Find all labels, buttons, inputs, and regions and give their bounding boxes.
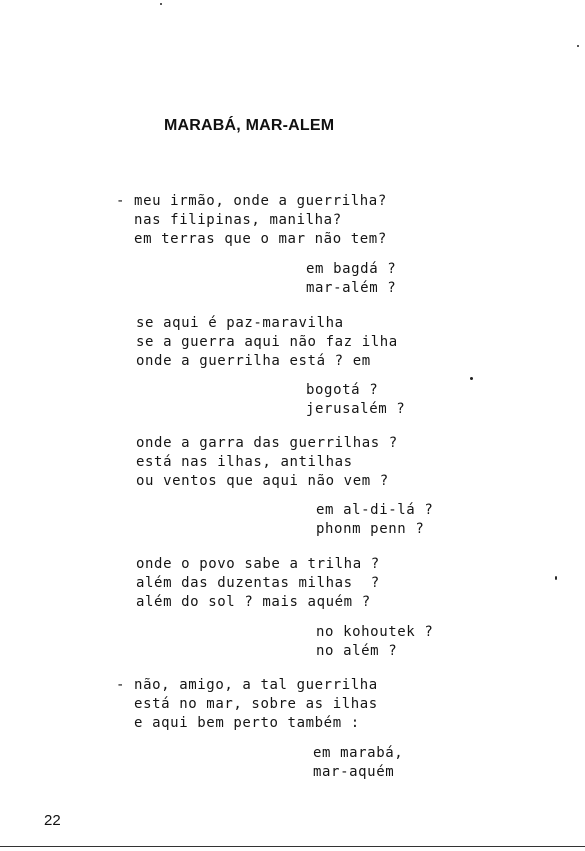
poem-line: no além ? [316, 643, 398, 659]
poem-line: mar-além ? [306, 280, 397, 296]
poem-title: MARABÁ, MAR-ALEM [164, 117, 335, 134]
stanza-6 [316, 501, 433, 539]
page-number: 22 [44, 812, 61, 829]
poem-line: phonm penn ? [316, 521, 425, 537]
stanza-3 [136, 314, 398, 371]
poem-line: bogotá ? [306, 382, 379, 398]
stanza-4 [306, 381, 405, 419]
poem-line: onde o povo sabe a trilha ? [136, 556, 380, 572]
scan-speck [160, 3, 162, 5]
poem-line: no kohoutek ? [316, 624, 434, 640]
poem-line: onde a guerrilha está ? em [136, 353, 371, 369]
poem-line: em terras que o mar não tem? [116, 231, 387, 247]
poem-line: - não, amigo, a tal guerrilha [116, 677, 378, 693]
poem-line: além das duzentas milhas ? [136, 575, 380, 591]
scan-edge-line [0, 846, 585, 847]
poem-line: nas filipinas, manilha? [116, 212, 342, 228]
stanza-10 [313, 744, 403, 782]
poem-line: ou ventos que aqui não vem ? [136, 473, 389, 489]
poem-line: onde a garra das guerrilhas ? [136, 435, 398, 451]
stanza-2 [306, 260, 396, 298]
scan-speck [470, 377, 473, 380]
poem-line: em marabá, [313, 745, 404, 761]
stanza-5 [136, 434, 398, 491]
stanza-7 [136, 555, 380, 612]
poem-line: se aqui é paz-maravilha [136, 315, 344, 331]
poem-line: e aqui bem perto também : [116, 715, 360, 731]
poem-line: jerusalém ? [306, 401, 406, 417]
poem-line: mar-aquém [313, 764, 395, 780]
poem-line: se a guerra aqui não faz ilha [136, 334, 398, 350]
poem-line: está nas ilhas, antilhas [136, 454, 353, 470]
stanza-9 [116, 676, 378, 733]
poem-line: em bagdá ? [306, 261, 397, 277]
stanza-8 [316, 623, 433, 661]
scan-speck [577, 45, 579, 47]
poem-line: além do sol ? mais aquém ? [136, 594, 371, 610]
poem-line: - meu irmão, onde a guerrilha? [116, 193, 387, 209]
stanza-1 [116, 192, 387, 249]
poem-line: em al-di-lá ? [316, 502, 434, 518]
scan-speck [555, 576, 557, 580]
poem-line: está no mar, sobre as ilhas [116, 696, 378, 712]
